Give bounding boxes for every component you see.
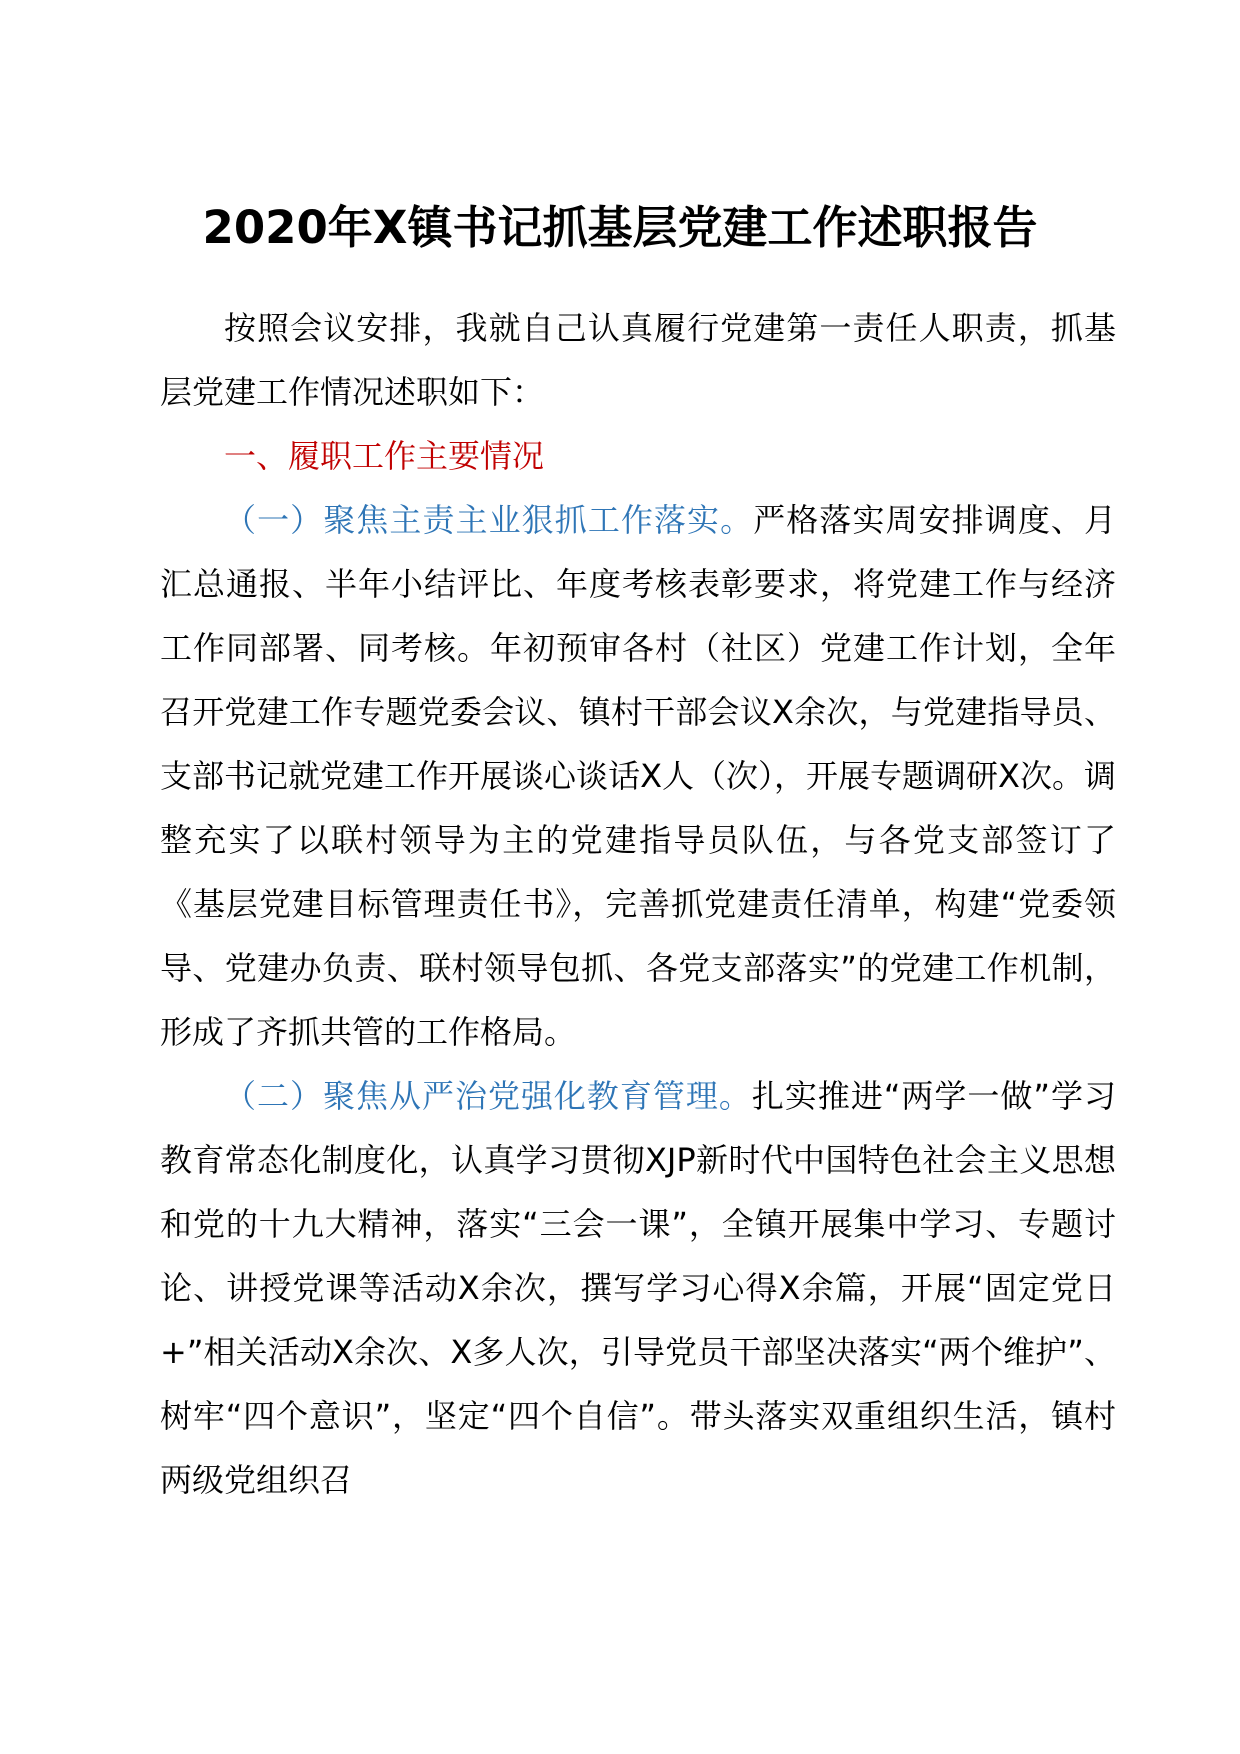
- item-paragraph-1: [160, 488, 1116, 1064]
- item-text-1: 严格落实周安排调度、月汇总通报、半年小结评比、年度考核表彰要求，将党建工作与经济工作同部署、同考核。年初预审各村（社区）党建工作计划，全年召开党建工作专题党委会议、镇村干部会议X余次，与党建指导员、支部书记就党建工作开展谈心谈话X人（次），开展专题调研X次。调整充实了以联村领导为主的党建指导员队伍，与各党支部签订了《基层党建目标管理责任书》，完善抓党建责任清单，构建“党委领导、党建办负责、联村领导包抓、各党支部落实”的党建工作机制，形成了齐抓共管的工作格局。: [160, 501, 1116, 1051]
- item-text-2: 扎实推进“两学一做”学习教育常态化制度化，认真学习贯彻XJP新时代中国特色社会主义思想和党的十九大精神，落实“三会一课”，全镇开展集中学习、专题讨论、讲授党课等活动X余次，撰写学习心得X余篇，开展“固定党日+”相关活动X余次、X多人次，引导党员干部坚决落实“两个维护”、树牢“四个意识”，坚定“四个自信”。带头落实双重组织生活，镇村两级党组织召: [160, 1077, 1116, 1499]
- item-heading-1: （一）聚焦主责主业狠抓工作落实。: [224, 501, 754, 539]
- document-title: 2020年X镇书记抓基层党建工作述职报告: [202, 201, 1038, 254]
- intro-paragraph: 按照会议安排，我就自己认真履行党建第一责任人职责，抓基层党建工作情况述职如下：: [160, 309, 1116, 411]
- section-heading: 一、履职工作主要情况: [224, 437, 545, 475]
- item-paragraph-2: [160, 1064, 1116, 1512]
- document-body: [160, 296, 1116, 1512]
- item-heading-2: （二）聚焦从严治党强化教育管理。: [224, 1077, 752, 1115]
